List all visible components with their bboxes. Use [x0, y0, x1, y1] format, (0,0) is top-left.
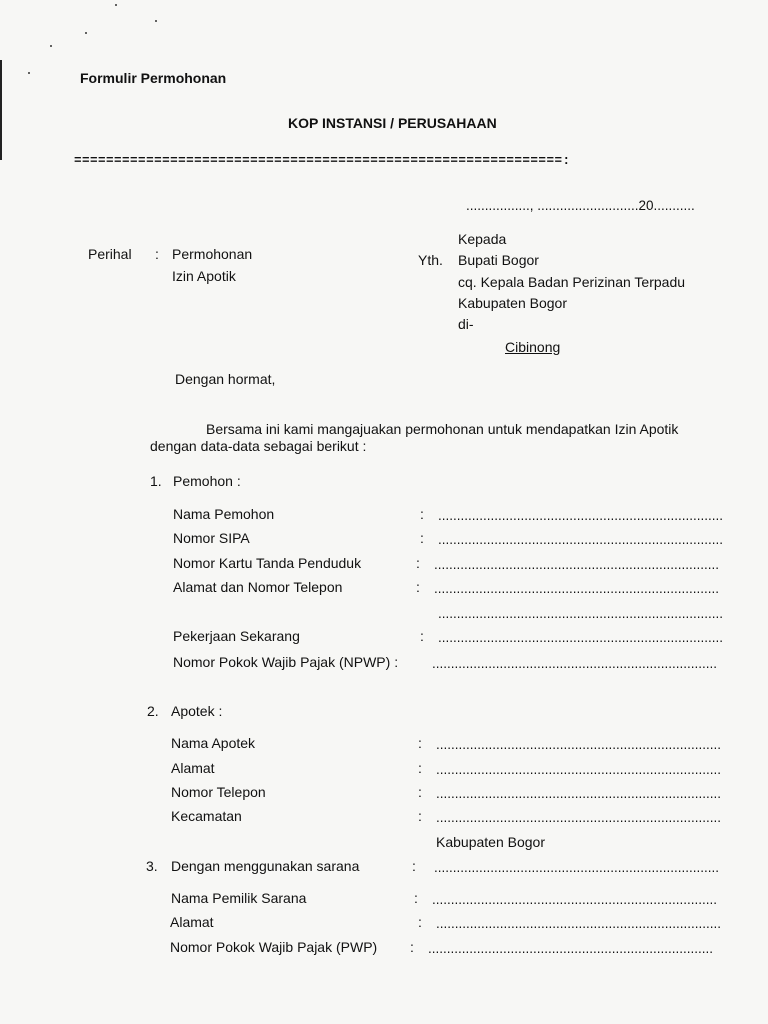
- regency-text: Kabupaten Bogor: [436, 834, 545, 850]
- field-label: Nama Apotek: [171, 735, 256, 751]
- field-label: Nomor Pokok Wajib Pajak (PWP): [170, 939, 378, 955]
- recipient-yth: Yth.: [418, 252, 443, 268]
- field-dots: ............................................................................: [434, 860, 720, 875]
- recipient-line2: cq. Kepala Badan Perizinan Terpadu: [458, 274, 686, 290]
- field-dots: ............................................................................: [438, 606, 724, 621]
- field-label: Alamat: [171, 760, 215, 776]
- field-colon: :: [418, 914, 422, 930]
- field-colon: :: [418, 784, 422, 800]
- section1-number: 1.: [150, 473, 162, 489]
- perihal-line2: Izin Apotik: [172, 268, 236, 284]
- field-dots: ............................................................................: [438, 508, 724, 523]
- intro-line2: dengan data-data sebagai berikut :: [150, 438, 367, 454]
- field-dots: ............................................................................: [438, 532, 724, 547]
- recipient-line4: di-: [458, 316, 474, 332]
- field-colon: :: [418, 760, 422, 776]
- recipient-kepada: Kepada: [458, 231, 507, 247]
- field-dots: ............................................................................: [438, 630, 724, 645]
- field-colon: :: [412, 858, 416, 874]
- field-label: Nomor Pokok Wajib Pajak (NPWP) :: [173, 654, 399, 670]
- field-label: Nomor SIPA: [173, 530, 250, 546]
- field-label: Alamat: [170, 914, 214, 930]
- scan-edge: [0, 60, 2, 160]
- field-dots: ............................................................................: [428, 941, 714, 956]
- field-label: Nama Pemilik Sarana: [171, 890, 307, 906]
- field-colon: :: [420, 506, 424, 522]
- section2-title: Apotek :: [171, 703, 223, 719]
- field-dots: ............................................................................: [434, 581, 720, 596]
- field-dots: ............................................................................: [436, 810, 722, 825]
- field-colon: :: [416, 555, 420, 571]
- field-colon: :: [414, 890, 418, 906]
- recipient-line1: Bupati Bogor: [458, 252, 539, 268]
- scan-speck: [155, 20, 157, 22]
- field-colon: :: [420, 628, 424, 644]
- intro-line1: Bersama ini kami mangajuakan permohonan untuk mendapatkan Izin Apotik: [206, 421, 679, 437]
- field-colon: :: [416, 579, 420, 595]
- field-dots: ............................................................................: [434, 557, 720, 572]
- greeting: Dengan hormat,: [175, 371, 276, 387]
- section1-title: Pemohon :: [173, 473, 241, 489]
- section2-number: 2.: [147, 703, 159, 719]
- field-dots: ............................................................................: [436, 762, 722, 777]
- scan-speck: [50, 45, 52, 47]
- field-label: Nomor Kartu Tanda Penduduk: [173, 555, 362, 571]
- field-dots: ............................................................................: [432, 892, 718, 907]
- perihal-label: Perihal: [88, 246, 132, 262]
- kop-heading: KOP INSTANSI / PERUSAHAAN: [288, 115, 497, 131]
- recipient-line3: Kabupaten Bogor: [458, 295, 567, 311]
- field-colon: :: [418, 808, 422, 824]
- field-label: Kecamatan: [171, 808, 242, 824]
- field-label: Nomor Telepon: [171, 784, 266, 800]
- field-label: Alamat dan Nomor Telepon: [173, 579, 343, 595]
- field-label: Nama Pemohon: [173, 506, 275, 522]
- field-dots: ............................................................................: [436, 786, 722, 801]
- field-dots: ............................................................................: [436, 737, 722, 752]
- field-dots: ............................................................................: [436, 916, 722, 931]
- section3-title: Dengan menggunakan sarana: [171, 858, 360, 874]
- perihal-colon: :: [155, 246, 159, 262]
- separator-line: =============================================================:: [74, 154, 571, 168]
- field-label: Pekerjaan Sekarang: [173, 628, 300, 644]
- section3-number: 3.: [146, 858, 158, 874]
- field-colon: :: [420, 530, 424, 546]
- field-colon: :: [418, 735, 422, 751]
- scan-speck: [85, 32, 87, 34]
- form-title: Formulir Permohonan: [80, 70, 227, 86]
- scan-speck: [115, 4, 117, 6]
- scan-speck: [28, 72, 30, 74]
- field-dots: ............................................................................: [432, 656, 718, 671]
- recipient-city: Cibinong: [505, 339, 561, 355]
- perihal-line1: Permohonan: [172, 246, 253, 262]
- date-line: ................., ...........................20...........: [466, 198, 695, 213]
- field-colon: :: [410, 939, 414, 955]
